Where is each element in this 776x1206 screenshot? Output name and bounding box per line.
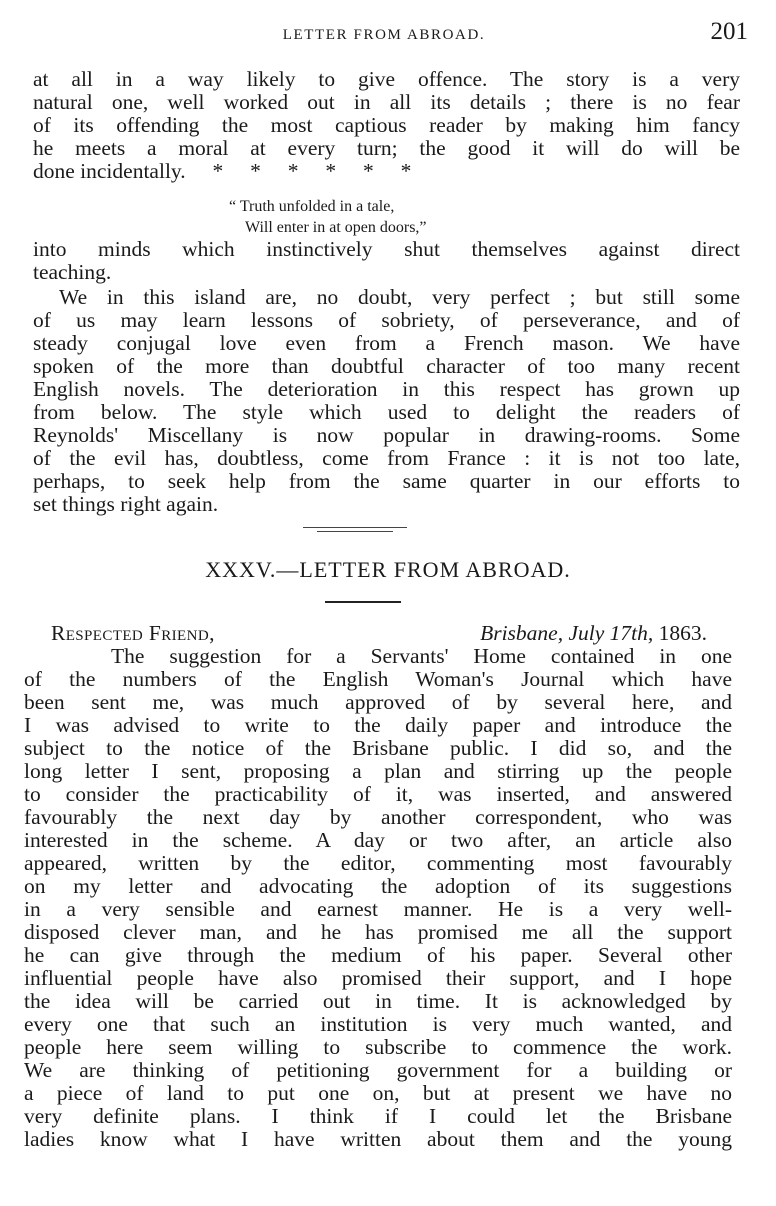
salutation: Respected Friend, xyxy=(51,621,215,645)
dateline-year: 1863. xyxy=(658,621,707,645)
text-line: long letter I sent, proposing a plan and stirring up the people xyxy=(24,759,732,783)
text-line: into minds which instinctively shut themselves against direct xyxy=(33,237,740,261)
text-line: a piece of land to put one on, but at present we have no xyxy=(24,1081,732,1105)
text-line: on my letter and advocating the adoption of its suggestions xyxy=(24,874,732,898)
text-line: from below. The style which used to delight the readers of xyxy=(33,400,740,424)
quote-line: Will enter in at open doors,” xyxy=(245,219,427,236)
text-line: set things right again. xyxy=(33,492,219,516)
previous-article-paragraph-2 xyxy=(33,238,740,284)
text-line: natural one, well worked out in all its details ; there is no fear xyxy=(33,90,740,114)
text-line: at all in a way likely to give offence. The story is a very xyxy=(33,67,740,91)
text-line: done incidentally. * * * * * * xyxy=(33,159,412,183)
text-line: appeared, written by the editor, commenting most favourably xyxy=(24,851,732,875)
dateline xyxy=(480,620,707,646)
running-head xyxy=(20,18,748,50)
verse-quote xyxy=(33,196,740,238)
text-line: to consider the practicability of it, was inserted, and answered xyxy=(24,782,732,806)
text-line: very definite plans. I think if I could let the Brisbane xyxy=(24,1104,732,1128)
text-line: steady conjugal love even from a French mason. We have xyxy=(33,331,740,355)
text-line: The suggestion for a Servants' Home contained in one xyxy=(111,644,732,668)
heading-rule xyxy=(325,601,401,603)
text-line: We in this island are, no doubt, very perfect ; but still some xyxy=(59,285,740,309)
letter-body xyxy=(24,645,732,1151)
section-divider-rule-short xyxy=(317,531,393,532)
text-line: in a very sensible and earnest manner. He is a very well- xyxy=(24,897,732,921)
text-line: influential people have also promised their support, and I hope xyxy=(24,966,732,990)
text-line: perhaps, to seek help from the same quarter in our efforts to xyxy=(33,469,740,493)
previous-article-paragraph-1 xyxy=(33,68,740,183)
text-line: Reynolds' Miscellany is now popular in drawing-rooms. Some xyxy=(33,423,740,447)
text-line: disposed clever man, and he has promised me all the support xyxy=(24,920,732,944)
article-heading: XXXV.—LETTER FROM ABROAD. xyxy=(205,557,571,582)
text-line: of us may learn lessons of sobriety, of perseverance, and of xyxy=(33,308,740,332)
text-line: of the numbers of the English Woman's Journal which have xyxy=(24,667,732,691)
text-line: teaching. xyxy=(33,260,112,284)
dateline-place: Brisbane, July 17th, xyxy=(480,621,654,645)
text-line: of its offending the most captious reader by making him fancy xyxy=(33,113,740,137)
text-line: the idea will be carried out in time. It is acknowledged by xyxy=(24,989,732,1013)
text-line: people here seem willing to subscribe to commence the work. xyxy=(24,1035,732,1059)
text-line: favourably the next day by another correspondent, who was xyxy=(24,805,732,829)
salutation-row xyxy=(51,620,707,646)
quote-line: “ Truth unfolded in a tale, xyxy=(229,198,395,215)
text-line: every one that such an institution is very much wanted, and xyxy=(24,1012,732,1036)
running-title: LETTER FROM ABROAD. xyxy=(282,27,486,43)
text-line: he meets a moral at every turn; the good it will do will be xyxy=(33,136,740,160)
text-line: interested in the scheme. A day or two after, an article also xyxy=(24,828,732,852)
text-line: subject to the notice of the Brisbane public. I did so, and the xyxy=(24,736,732,760)
text-line: We are thinking of petitioning government for a building or xyxy=(24,1058,732,1082)
page-number: 201 xyxy=(710,18,748,45)
text-line: English novels. The deterioration in this respect has grown up xyxy=(33,377,740,401)
text-line: been sent me, was much approved of by several here, and xyxy=(24,690,732,714)
section-divider-rule xyxy=(303,527,407,528)
text-line: he can give through the medium of his paper. Several other xyxy=(24,943,732,967)
text-line: of the evil has, doubtless, come from France : it is not too late, xyxy=(33,446,740,470)
text-line: ladies know what I have written about them and the young xyxy=(24,1127,732,1151)
previous-article-paragraph-3 xyxy=(33,286,740,516)
text-line: I was advised to write to the daily paper and introduce the xyxy=(24,713,732,737)
text-line: spoken of the more than doubtful character of too many recent xyxy=(33,354,740,378)
